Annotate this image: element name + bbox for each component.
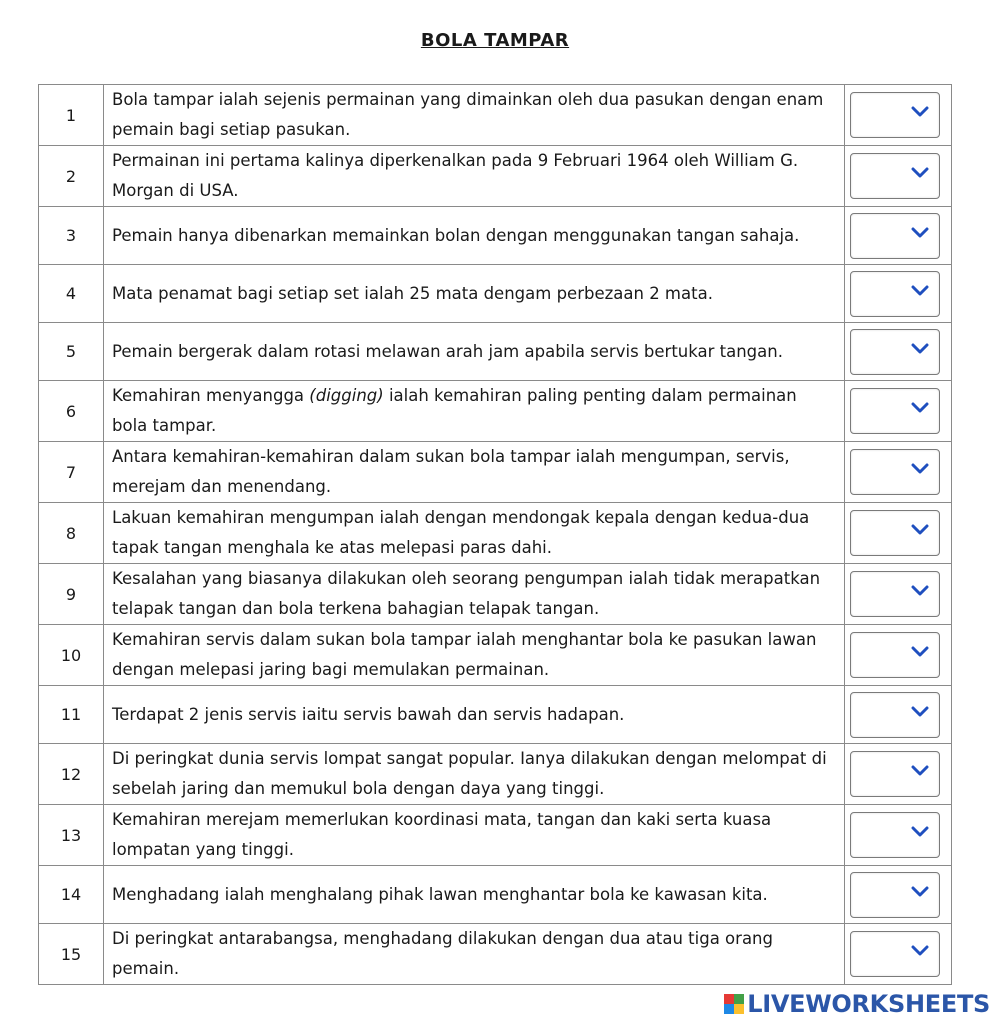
- chevron-down-icon[interactable]: [911, 463, 929, 475]
- answer-cell: [845, 381, 952, 442]
- question-statement: Di peringkat antarabangsa, menghadang dilakukan dengan dua atau tiga orang pemain.: [104, 924, 845, 985]
- chevron-down-icon[interactable]: [911, 886, 929, 898]
- question-statement: Menghadang ialah menghalang pihak lawan menghantar bola ke kawasan kita.: [104, 866, 845, 924]
- answer-dropdown[interactable]: [850, 931, 940, 977]
- table-row: [39, 442, 952, 503]
- question-number: 9: [39, 564, 104, 625]
- table-row: [39, 381, 952, 442]
- logo-squares-icon: [724, 994, 744, 1014]
- answer-dropdown[interactable]: [850, 751, 940, 797]
- chevron-down-icon[interactable]: [911, 585, 929, 597]
- answer-cell: [845, 625, 952, 686]
- chevron-down-icon[interactable]: [911, 765, 929, 777]
- statement-text: ialah kemahiran paling penting dalam permainan bola tampar.: [112, 386, 797, 435]
- answer-dropdown[interactable]: [850, 571, 940, 617]
- table-row: [39, 625, 952, 686]
- question-statement: Antara kemahiran-kemahiran dalam sukan bola tampar ialah mengumpan, servis, merejam dan menendang.: [104, 442, 845, 503]
- table-row: [39, 146, 952, 207]
- answer-cell: [845, 564, 952, 625]
- table-row: [39, 265, 952, 323]
- question-statement: Mata penamat bagi setiap set ialah 25 mata dengam perbezaan 2 mata.: [104, 265, 845, 323]
- question-number: 15: [39, 924, 104, 985]
- question-number: 13: [39, 805, 104, 866]
- table-row: [39, 866, 952, 924]
- question-number: 4: [39, 265, 104, 323]
- question-statement: Bola tampar ialah sejenis permainan yang dimainkan oleh dua pasukan dengan enam pemain bagi setiap pasukan.: [104, 85, 845, 146]
- answer-cell: [845, 207, 952, 265]
- table-row: [39, 744, 952, 805]
- answer-dropdown[interactable]: [850, 449, 940, 495]
- answer-dropdown[interactable]: [850, 812, 940, 858]
- question-statement: Di peringkat dunia servis lompat sangat popular. Ianya dilakukan dengan melompat di sebelah jaring dan memukul bola dengan daya yang tinggi.: [104, 744, 845, 805]
- answer-cell: [845, 744, 952, 805]
- table-row: [39, 564, 952, 625]
- answer-dropdown[interactable]: [850, 510, 940, 556]
- chevron-down-icon[interactable]: [911, 826, 929, 838]
- chevron-down-icon[interactable]: [911, 285, 929, 297]
- question-statement: Kemahiran servis dalam sukan bola tampar ialah menghantar bola ke pasukan lawan dengan melepasi jaring bagi memulakan permainan.: [104, 625, 845, 686]
- answer-dropdown[interactable]: [850, 872, 940, 918]
- table-row: [39, 924, 952, 985]
- question-number: 5: [39, 323, 104, 381]
- question-statement: Permainan ini pertama kalinya diperkenalkan pada 9 Februari 1964 oleh William G. Morgan di USA.: [104, 146, 845, 207]
- question-number: 2: [39, 146, 104, 207]
- statement-emphasis: (digging): [309, 386, 384, 405]
- logo-square: [734, 1004, 744, 1014]
- table-row: [39, 323, 952, 381]
- logo-square: [724, 994, 734, 1004]
- answer-cell: [845, 503, 952, 564]
- question-statement: Lakuan kemahiran mengumpan ialah dengan mendongak kepala dengan kedua-dua tapak tangan menghala ke atas melepasi paras dahi.: [104, 503, 845, 564]
- question-number: 11: [39, 686, 104, 744]
- answer-dropdown[interactable]: [850, 153, 940, 199]
- chevron-down-icon[interactable]: [911, 343, 929, 355]
- question-table-body: [39, 85, 952, 985]
- brand-name: LIVEWORKSHEETS: [747, 990, 990, 1018]
- question-statement: Terdapat 2 jenis servis iaitu servis bawah dan servis hadapan.: [104, 686, 845, 744]
- chevron-down-icon[interactable]: [911, 646, 929, 658]
- question-number: 3: [39, 207, 104, 265]
- answer-cell: [845, 924, 952, 985]
- question-statement: Pemain hanya dibenarkan memainkan bolan dengan menggunakan tangan sahaja.: [104, 207, 845, 265]
- question-statement: [104, 381, 845, 442]
- chevron-down-icon[interactable]: [911, 706, 929, 718]
- question-statement: Kemahiran merejam memerlukan koordinasi mata, tangan dan kaki serta kuasa lompatan yang tinggi.: [104, 805, 845, 866]
- question-number: 14: [39, 866, 104, 924]
- answer-cell: [845, 146, 952, 207]
- statement-text: Kemahiran menyangga: [112, 386, 310, 405]
- answer-dropdown[interactable]: [850, 271, 940, 317]
- answer-cell: [845, 85, 952, 146]
- chevron-down-icon[interactable]: [911, 524, 929, 536]
- question-number: 6: [39, 381, 104, 442]
- liveworksheets-logo: [724, 989, 990, 1019]
- table-row: [39, 85, 952, 146]
- answer-cell: [845, 805, 952, 866]
- question-number: 8: [39, 503, 104, 564]
- answer-dropdown[interactable]: [850, 329, 940, 375]
- table-row: [39, 207, 952, 265]
- question-statement: Pemain bergerak dalam rotasi melawan arah jam apabila servis bertukar tangan.: [104, 323, 845, 381]
- chevron-down-icon[interactable]: [911, 106, 929, 118]
- table-row: [39, 805, 952, 866]
- answer-dropdown[interactable]: [850, 632, 940, 678]
- question-number: 12: [39, 744, 104, 805]
- question-number: 1: [39, 85, 104, 146]
- answer-cell: [845, 686, 952, 744]
- answer-cell: [845, 866, 952, 924]
- table-row: [39, 503, 952, 564]
- chevron-down-icon[interactable]: [911, 227, 929, 239]
- answer-dropdown[interactable]: [850, 388, 940, 434]
- logo-square: [724, 1004, 734, 1014]
- logo-square: [734, 994, 744, 1004]
- answer-cell: [845, 323, 952, 381]
- answer-dropdown[interactable]: [850, 213, 940, 259]
- table-row: [39, 686, 952, 744]
- chevron-down-icon[interactable]: [911, 945, 929, 957]
- answer-dropdown[interactable]: [850, 92, 940, 138]
- question-number: 7: [39, 442, 104, 503]
- question-number: 10: [39, 625, 104, 686]
- answer-cell: [845, 442, 952, 503]
- answer-dropdown[interactable]: [850, 692, 940, 738]
- question-statement: Kesalahan yang biasanya dilakukan oleh seorang pengumpan ialah tidak merapatkan telapak tangan dan bola terkena bahagian telapak tangan.: [104, 564, 845, 625]
- chevron-down-icon[interactable]: [911, 167, 929, 179]
- question-table: [38, 84, 952, 985]
- chevron-down-icon[interactable]: [911, 402, 929, 414]
- answer-cell: [845, 265, 952, 323]
- page-title: BOLA TAMPAR: [420, 30, 570, 51]
